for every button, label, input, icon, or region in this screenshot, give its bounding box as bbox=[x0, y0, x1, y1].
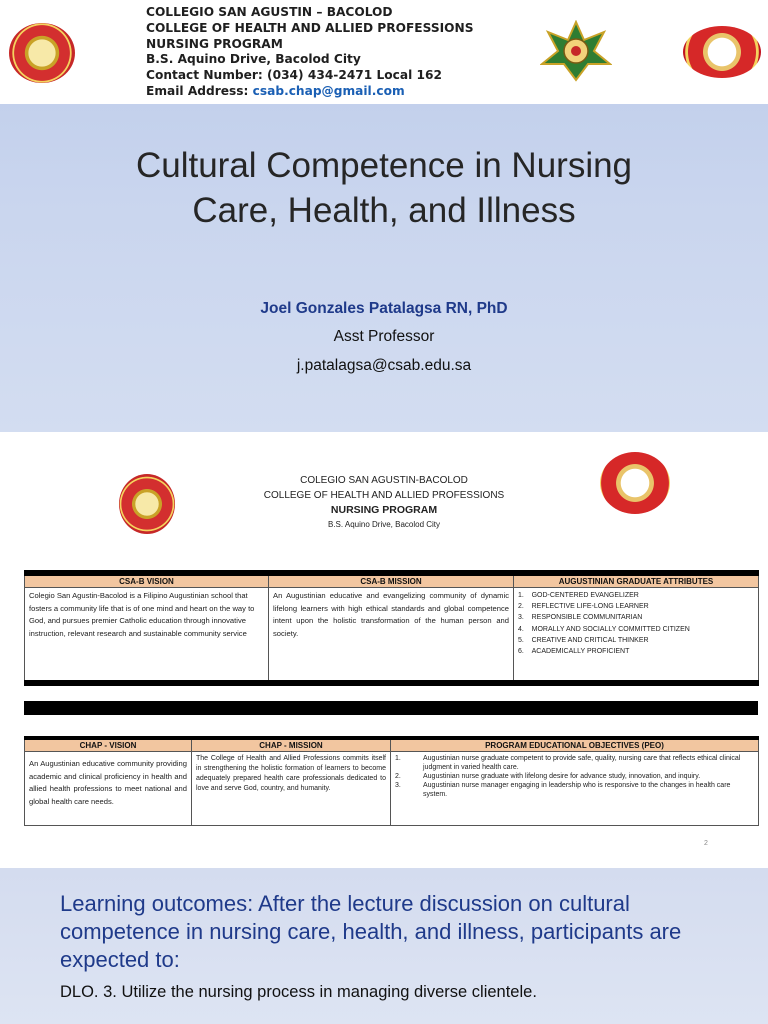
page-number: 2 bbox=[704, 840, 708, 847]
list-item: 6. ACADEMICALLY PROFICIENT bbox=[518, 648, 630, 656]
header-line: Contact Number: (034) 434-2471 Local 162 bbox=[146, 68, 442, 83]
chap-vmg-table bbox=[24, 736, 759, 826]
attributes-list bbox=[518, 590, 754, 657]
csab-vision-text: Colegio San Agustin-Bacolod is a Filipino Augustinian school that fosters a community life that is of one mind and heart on the way to God, and pursues premier Catholic education through innovative instruction, relevant research and sustainable community service bbox=[25, 588, 269, 683]
peo-number: 3. bbox=[395, 782, 401, 789]
email-link[interactable]: csab.chap@gmail.com bbox=[252, 83, 405, 98]
peo-number: 2. bbox=[395, 773, 401, 780]
email-line bbox=[146, 84, 474, 100]
chap-vision-text: An Augustinian educative community providing academic and clinical proficiency in health and allied health professions to meet national and global health care needs. bbox=[25, 752, 192, 826]
institution-info bbox=[146, 5, 474, 100]
learning-outcome-item: DLO. 3. Utilize the nursing process in managing diverse clientele. bbox=[60, 983, 537, 1001]
list-item: 4. MORALLY AND SOCIALLY COMMITTED CITIZEN bbox=[518, 625, 690, 633]
author-role: Asst Professor bbox=[333, 328, 435, 345]
institution-header bbox=[0, 0, 768, 104]
chap-mission-text: The College of Health and Allied Professions commits itself in strengthening the holistic formation of learners to become adequately prepared health care professionals dedicated to love and serve God, country, and humanity. bbox=[192, 752, 391, 826]
nursing-badge-logo bbox=[540, 20, 612, 82]
list-item bbox=[395, 781, 754, 799]
peo-text: Augustinian nurse graduate competent to provide safe, quality, nursing care that reflects ethical clinical judgment in varied health care. bbox=[423, 755, 741, 771]
list-item: 3. RESPONSIBLE COMMUNITARIAN bbox=[518, 614, 643, 622]
vision-mission-slide bbox=[0, 434, 768, 866]
list-item: 5. CREATIVE AND CRITICAL THINKER bbox=[518, 636, 649, 644]
title-slide bbox=[0, 0, 768, 432]
header-line: COLLEGE OF HEALTH AND ALLIED PROFESSIONS bbox=[146, 20, 474, 35]
title-line-2: Care, Health, and Illness bbox=[192, 191, 576, 230]
author-name: Joel Gonzales Patalagsa RN, PhD bbox=[260, 300, 508, 317]
list-item: 2. REFLECTIVE LIFE-LONG LEARNER bbox=[518, 603, 649, 611]
peo-cell bbox=[391, 752, 759, 826]
table-header: CHAP - VISION bbox=[25, 738, 192, 752]
table-header: CSA-B MISSION bbox=[269, 573, 514, 588]
chap-seal-logo bbox=[683, 26, 761, 78]
header-line: COLLEGIO SAN AGUSTIN – BACOLOD bbox=[146, 5, 393, 19]
learning-outcomes-heading: Learning outcomes: After the lecture discussion on cultural competence in nursing care, health, and illness, participants are expected to: bbox=[60, 891, 682, 972]
learning-outcomes-slide bbox=[0, 868, 768, 1024]
table-header: PROGRAM EDUCATIONAL OBJECTIVES (PEO) bbox=[391, 738, 759, 752]
header-line: NURSING PROGRAM bbox=[146, 36, 283, 51]
slide-title bbox=[0, 143, 768, 233]
peo-number: 1. bbox=[395, 755, 401, 762]
list-item: 1. GOD-CENTERED EVANGELIZER bbox=[518, 592, 639, 599]
list-item bbox=[395, 754, 754, 772]
email-label: Email Address: bbox=[146, 83, 253, 98]
csab-mission-text: An Augustinian educative and evangelizing community of dynamic lifelong learners with high ethical standards and global competence intent upon the holistic transformation of the human person and society. bbox=[269, 588, 514, 683]
slide2-header bbox=[0, 474, 768, 532]
peo-text: Augustinian nurse graduate with lifelong desire for advance study, innovation, and inquiry. bbox=[423, 773, 701, 780]
graduate-attributes-cell bbox=[514, 588, 759, 683]
csab-seal-logo bbox=[9, 23, 75, 83]
school-name: COLEGIO SAN AGUSTIN-BACOLOD bbox=[300, 475, 468, 486]
divider-bar bbox=[24, 701, 758, 715]
peo-text: Augustinian nurse manager engaging in leadership who is responsive to the changes in health care system. bbox=[423, 782, 731, 798]
author-email[interactable]: j.patalagsa@csab.edu.sa bbox=[296, 357, 472, 374]
title-line-1: Cultural Competence in Nursing bbox=[135, 146, 633, 185]
college-name: COLLEGE OF HEALTH AND ALLIED PROFESSIONS bbox=[263, 489, 505, 501]
header-line: B.S. Aquino Drive, Bacolod City bbox=[146, 52, 361, 67]
list-item bbox=[395, 772, 754, 781]
table-header: AUGUSTINIAN GRADUATE ATTRIBUTES bbox=[514, 573, 759, 588]
school-address: B.S. Aquino Drive, Bacolod City bbox=[327, 519, 441, 529]
table-header: CSA-B VISION bbox=[25, 573, 269, 588]
program-name: NURSING PROGRAM bbox=[330, 504, 438, 516]
csab-vmg-table bbox=[24, 570, 759, 686]
table-header: CHAP - MISSION bbox=[192, 738, 391, 752]
